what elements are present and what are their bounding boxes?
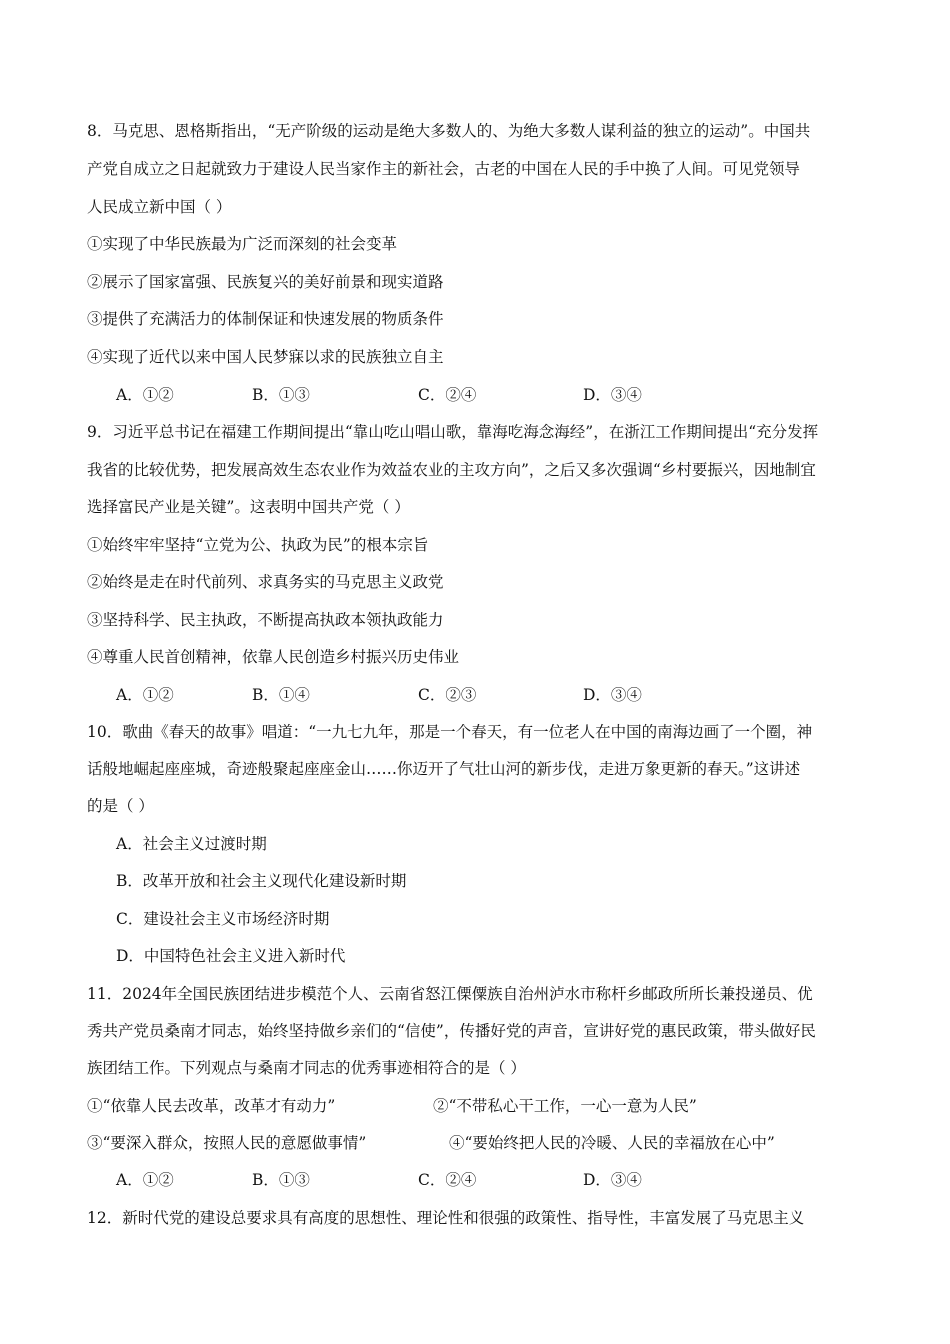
q8-option-a[interactable]: A．①② bbox=[116, 386, 174, 404]
q10-option-a[interactable]: A．社会主义过渡时期 bbox=[116, 835, 267, 853]
q11-option-c[interactable]: C．②④ bbox=[418, 1171, 477, 1189]
q8-item-1: ①实现了中华民族最为广泛而深刻的社会变革 bbox=[87, 235, 398, 253]
q8-stem-line-1: 8．马克思、恩格斯指出，“无产阶级的运动是绝大多数人的、为绝大多数人谋利益的独立的运动”。中国共 bbox=[87, 122, 811, 140]
q9-option-b[interactable]: B．①④ bbox=[252, 686, 310, 704]
q9-item-1: ①始终牢牢坚持“立党为公、执政为民”的根本宗旨 bbox=[87, 536, 429, 554]
q9-item-3: ③坚持科学、民主执政，不断提高执政本领执政能力 bbox=[87, 611, 444, 629]
q12-stem-line-1: 12．新时代党的建设总要求具有高度的思想性、理论性和很强的政策性、指导性，丰富发展了马克思主义 bbox=[87, 1209, 805, 1227]
q8-option-d[interactable]: D．③④ bbox=[583, 386, 642, 404]
q11-item-1: ①“依靠人民去改革，改革才有动力” bbox=[87, 1097, 336, 1115]
q8-stem-line-2: 产党自成立之日起就致力于建设人民当家作主的新社会，古老的中国在人民的手中换了人间。可见党领导 bbox=[87, 160, 801, 178]
q11-option-a[interactable]: A．①② bbox=[116, 1171, 174, 1189]
q10-option-d[interactable]: D．中国特色社会主义进入新时代 bbox=[116, 947, 346, 965]
q9-item-4: ④尊重人民首创精神，依靠人民创造乡村振兴历史伟业 bbox=[87, 648, 460, 666]
q8-item-2: ②展示了国家富强、民族复兴的美好前景和现实道路 bbox=[87, 273, 444, 291]
q9-stem-line-2: 我省的比较优势，把发展高效生态农业作为效益农业的主攻方向”，之后又多次强调“乡村要振兴，因地制宜 bbox=[87, 461, 816, 479]
q11-item-2: ②“不带私心干工作，一心一意为人民” bbox=[433, 1097, 697, 1115]
q8-item-3: ③提供了充满活力的体制保证和快速发展的物质条件 bbox=[87, 310, 444, 328]
q9-stem-line-1: 9．习近平总书记在福建工作期间提出“靠山吃山唱山歌，靠海吃海念海经”，在浙江工作期间提出“充分发挥 bbox=[87, 423, 819, 441]
q8-item-4: ④实现了近代以来中国人民梦寐以求的民族独立自主 bbox=[87, 348, 444, 366]
q9-item-2: ②始终是走在时代前列、求真务实的马克思主义政党 bbox=[87, 573, 444, 591]
q11-stem-line-3: 族团结工作。下列观点与桑南才同志的优秀事迹相符合的是（ ） bbox=[87, 1059, 526, 1077]
q8-option-b[interactable]: B．①③ bbox=[252, 386, 310, 404]
q11-stem-line-2: 秀共产党员桑南才同志，始终坚持做乡亲们的“信使”，传播好党的声音，宣讲好党的惠民政策，带头做好民 bbox=[87, 1022, 816, 1040]
q9-option-c[interactable]: C．②③ bbox=[418, 686, 477, 704]
q10-stem-line-3: 的是（ ） bbox=[87, 797, 154, 815]
q9-option-d[interactable]: D．③④ bbox=[583, 686, 642, 704]
q11-item-3: ③“要深入群众，按照人民的意愿做事情” bbox=[87, 1134, 367, 1152]
q10-stem-line-2: 话般地崛起座座城，奇迹般聚起座座金山……你迈开了气壮山河的新步伐，走进万象更新的春天。”这讲述 bbox=[87, 760, 801, 778]
q11-stem-line-1: 11．2024年全国民族团结进步模范个人、云南省怒江傈僳族自治州泸水市称杆乡邮政所所长兼投递员、优 bbox=[87, 985, 813, 1003]
q10-option-b[interactable]: B．改革开放和社会主义现代化建设新时期 bbox=[116, 872, 407, 890]
q10-stem-line-1: 10．歌曲《春天的故事》唱道：“一九七九年，那是一个春天，有一位老人在中国的南海边画了一个圈，神 bbox=[87, 723, 813, 741]
q11-item-4: ④“要始终把人民的冷暖、人民的幸福放在心中” bbox=[449, 1134, 775, 1152]
q11-option-d[interactable]: D．③④ bbox=[583, 1171, 642, 1189]
q11-option-b[interactable]: B．①③ bbox=[252, 1171, 310, 1189]
q9-option-a[interactable]: A．①② bbox=[116, 686, 174, 704]
q9-stem-line-3: 选择富民产业是关键”。这表明中国共产党（ ） bbox=[87, 498, 410, 516]
q10-option-c[interactable]: C．建设社会主义市场经济时期 bbox=[116, 910, 330, 928]
q8-stem-line-3: 人民成立新中国（ ） bbox=[87, 198, 232, 216]
q8-option-c[interactable]: C．②④ bbox=[418, 386, 477, 404]
